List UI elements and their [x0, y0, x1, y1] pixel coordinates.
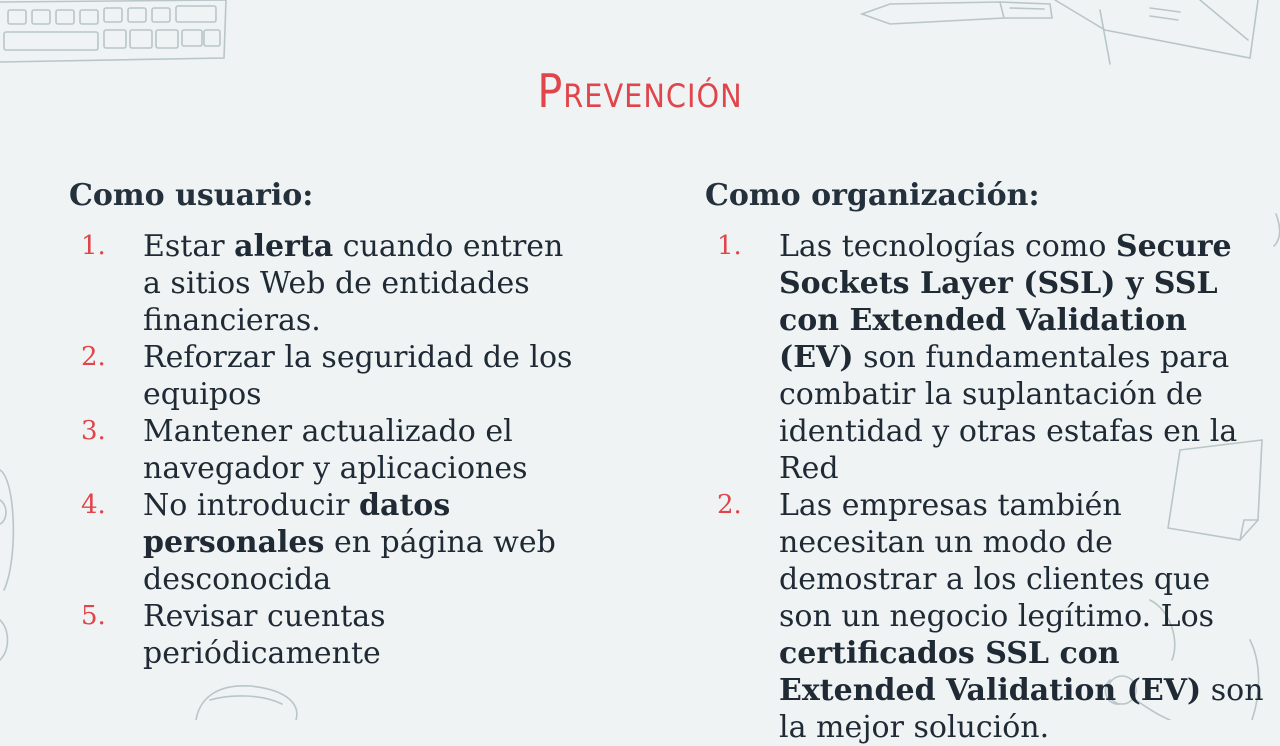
list-item: 3. Mantener actualizado el navegador y aplicaciones: [81, 414, 528, 486]
list-item: 2. Reforzar la seguridad de los equipos: [81, 340, 573, 412]
keyboard-doodle-icon: [0, 0, 226, 62]
list-item: 4. No introducir datos personales en página web desconocida: [81, 488, 556, 597]
organization-heading: Como organización:: [705, 178, 1040, 213]
list-item: 1. Estar alerta cuando entren a sitios Web de entidades financieras.: [81, 229, 564, 338]
user-list: [69, 228, 589, 672]
list-item: 5. Revisar cuentas periódicamente: [81, 599, 386, 671]
mouse-doodle-icon: [0, 470, 13, 660]
list-number: 2.: [81, 342, 106, 372]
pens-doodle-icon: [862, 0, 1258, 64]
list-number: 2.: [717, 490, 742, 520]
list-number: 1.: [717, 231, 742, 261]
list-item: 1. Las tecnologías como Secure Sockets Layer (SSL) y SSL con Extended Validation (EV) son fundamentales para combatir la suplantación de identidad y otras estafas en la Red: [717, 229, 1238, 486]
page-title: Prevención: [537, 64, 743, 118]
organization-column: [705, 176, 1265, 746]
list-number: 5.: [81, 601, 106, 631]
glasses-doodle-icon: [196, 686, 297, 720]
list-number: 4.: [81, 490, 106, 520]
list-item: 2. Las empresas también necesitan un modo de demostrar a los clientes que son un negocio legítimo. Los certificados SSL con Extended Validation (EV) son la mejor solución.: [717, 488, 1264, 745]
user-heading: Como usuario:: [69, 178, 314, 213]
user-column: [69, 176, 589, 672]
organization-list: [705, 228, 1265, 746]
list-number: 3.: [81, 416, 106, 446]
list-number: 1.: [81, 231, 106, 261]
